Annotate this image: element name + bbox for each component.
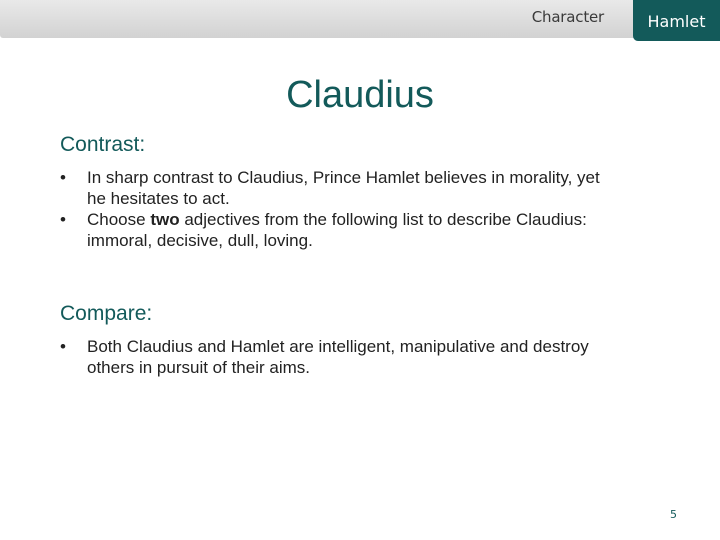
- bullet-text: [87, 210, 587, 250]
- list-item: [60, 336, 620, 378]
- compare-heading: Compare:: [60, 302, 153, 325]
- slide-title: Claudius: [286, 74, 434, 116]
- contrast-heading: Contrast:: [60, 133, 146, 156]
- bullet-text: In sharp contrast to Claudius, Prince Hamlet believes in morality, yet he hesitates to act.: [87, 168, 600, 208]
- contrast-list: [60, 167, 620, 251]
- list-item: [60, 209, 620, 251]
- bullet-icon: •: [60, 337, 66, 356]
- header-bar: [0, 0, 720, 38]
- bullet-text: Both Claudius and Hamlet are intelligent, manipulative and destroy others in pursuit of their aims.: [87, 337, 589, 377]
- compare-list: [60, 336, 620, 378]
- bullet-icon: •: [60, 210, 66, 229]
- bullet-text-end: adjectives from the following list to describe Claudius: immoral, decisive, dull, loving.: [87, 210, 587, 250]
- topic-tab[interactable]: Hamlet: [633, 0, 720, 41]
- page-number: 5: [670, 508, 677, 521]
- bullet-text-start: Choose: [87, 210, 151, 229]
- emphasis-word: two: [150, 210, 180, 229]
- bullet-icon: •: [60, 168, 66, 187]
- section-label: Character: [531, 8, 604, 26]
- list-item: [60, 167, 620, 209]
